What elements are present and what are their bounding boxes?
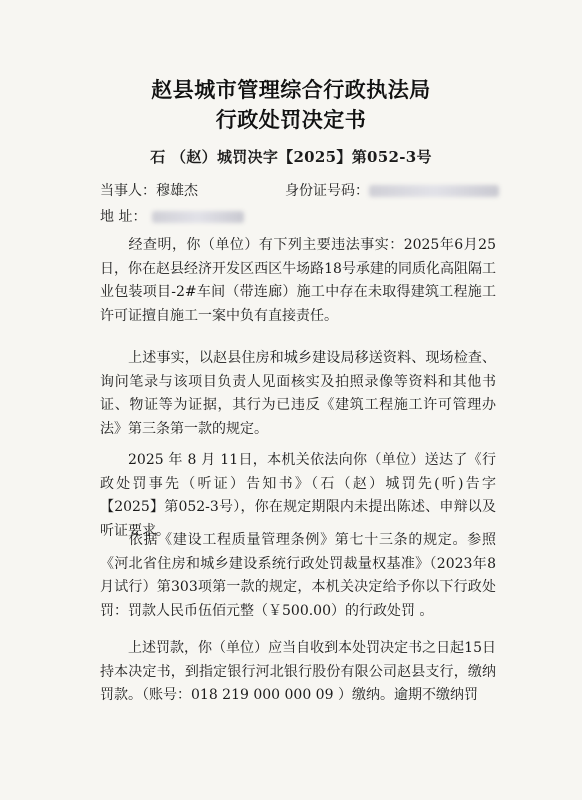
address-label: 地 址： — [100, 209, 147, 225]
paragraph-payment: 上述罚款，你（单位）应当自收到本处罚决定书之日起15日持本决定书，到指定银行河北银行股份有限公司赵县支行，缴纳罚款。（账号：018 219 000 000 09 ）缴纳。逾期不缴纳罚 — [100, 640, 496, 703]
paragraph-notice: 2025 年 8 月 11日，本机关依法向你（单位）送达了《行政处罚事先（听证）告知书》（石（赵）城罚先(听)告字【2025】第052-3号），你在规定期限内未提出陈述、申辩以及听证要求。 — [100, 452, 496, 539]
party-name-row — [100, 180, 198, 200]
party-name-value: 穆雄杰 — [156, 183, 198, 199]
paragraph-penalty: 依据《建设工程质量管理条例》第七十三条的规定。参照《河北省住房和城乡建设系统行政处罚裁量权基准》（2023年8月试行）第303项第一款的规定，本机关决定给予你以下行政处罚：罚款人民币伍佰元整（￥500.00）的行政处罚 。 — [100, 532, 496, 619]
paragraph-evidence: 上述事实，以赵县住房和城乡建设局移送资料、现场检查、询问笔录与该项目负责人见面核实及拍照录像等资料和其他书证、物证等为证据，其行为已违反《建筑工程施工许可管理办法》第三条第一款的规定。 — [100, 350, 496, 437]
id-number-label: 身份证号码： — [285, 183, 369, 199]
party-name-label: 当事人： — [100, 183, 156, 199]
document-title-type: 行政处罚决定书 — [215, 108, 367, 132]
document-number: 石 （赵）城罚决字【2025】第052-3号 — [150, 148, 432, 166]
id-number-row — [285, 180, 499, 200]
address-row — [100, 206, 244, 226]
paragraph-facts: 经查明，你（单位）有下列主要违法事实：2025年6月25日，你在赵县经济开发区西区牛场路18号承建的同质化高阻隔工业包装项目-2#车间（带连廊）施工中存在未取得建筑工程施工许可证擅自施工一案中负有直接责任。 — [100, 237, 496, 324]
document-title-agency: 赵县城市管理综合行政执法局 — [151, 78, 431, 102]
id-number-redacted — [369, 185, 499, 197]
address-redacted — [152, 211, 244, 223]
